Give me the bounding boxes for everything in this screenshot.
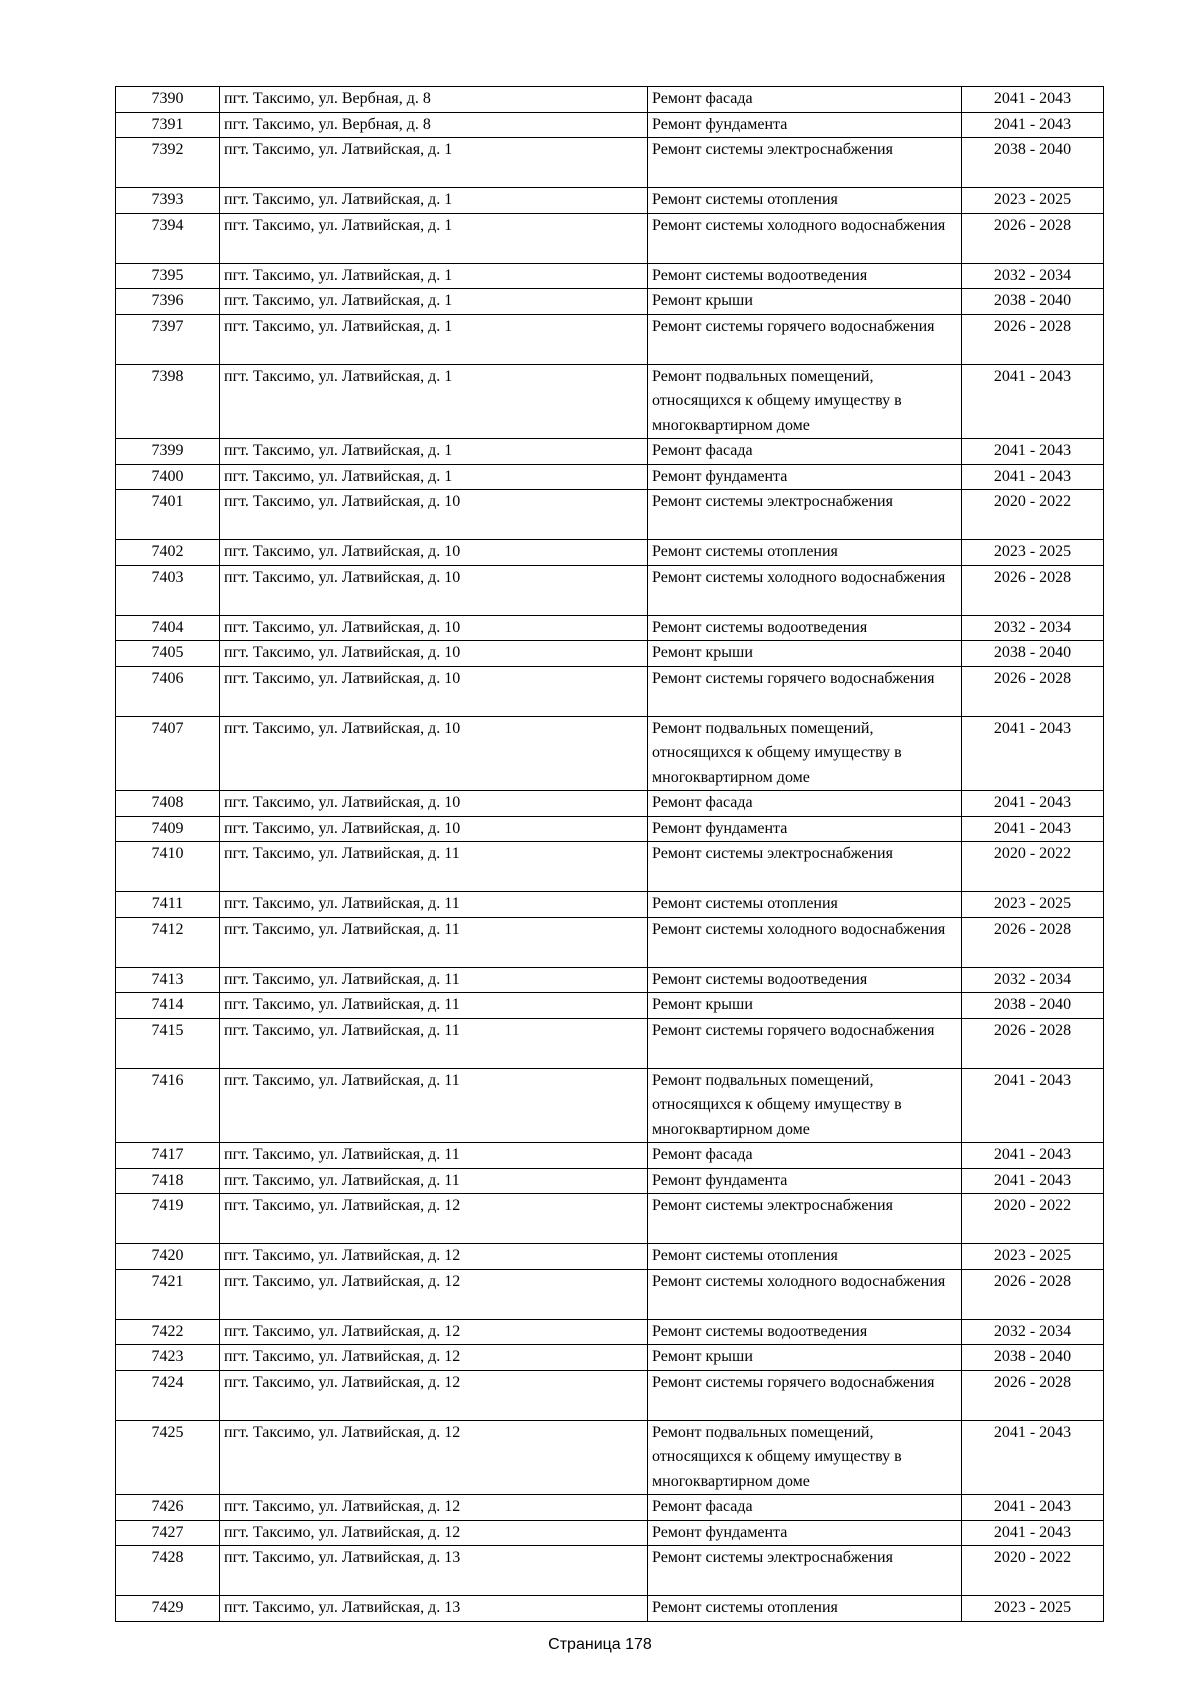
address-cell: пгт. Таксимо, ул. Латвийская, д. 11	[220, 1143, 648, 1169]
period-cell: 2023 - 2025	[962, 1596, 1104, 1622]
period-cell: 2026 - 2028	[962, 1269, 1104, 1319]
row-number: 7411	[116, 892, 220, 918]
address-cell: пгт. Таксимо, ул. Латвийская, д. 10	[220, 716, 648, 791]
period-cell: 2032 - 2034	[962, 615, 1104, 641]
period-cell: 2041 - 2043	[962, 364, 1104, 439]
table-row	[116, 1345, 1104, 1371]
address-cell: пгт. Таксимо, ул. Латвийская, д. 1	[220, 188, 648, 214]
period-cell: 2041 - 2043	[962, 1495, 1104, 1521]
table-row	[116, 490, 1104, 540]
address-cell: пгт. Таксимо, ул. Латвийская, д. 10	[220, 615, 648, 641]
row-number: 7415	[116, 1018, 220, 1068]
row-number: 7394	[116, 213, 220, 263]
address-cell: пгт. Таксимо, ул. Латвийская, д. 11	[220, 993, 648, 1019]
period-cell: 2026 - 2028	[962, 213, 1104, 263]
work-type-cell: Ремонт системы холодного водоснабжения	[648, 917, 962, 967]
row-number: 7404	[116, 615, 220, 641]
work-type-cell: Ремонт системы водоотведения	[648, 615, 962, 641]
period-cell: 2041 - 2043	[962, 439, 1104, 465]
row-number: 7408	[116, 791, 220, 817]
table-row	[116, 464, 1104, 490]
row-number: 7403	[116, 565, 220, 615]
period-cell: 2020 - 2022	[962, 490, 1104, 540]
work-type-cell: Ремонт крыши	[648, 641, 962, 667]
period-cell: 2038 - 2040	[962, 993, 1104, 1019]
table-row	[116, 892, 1104, 918]
row-number: 7396	[116, 289, 220, 315]
table-row	[116, 1143, 1104, 1169]
address-cell: пгт. Таксимо, ул. Вербная, д. 8	[220, 87, 648, 113]
table-row	[116, 1596, 1104, 1622]
table-row	[116, 641, 1104, 667]
row-number: 7423	[116, 1345, 220, 1371]
work-type-cell: Ремонт системы отопления	[648, 1244, 962, 1270]
address-cell: пгт. Таксимо, ул. Латвийская, д. 1	[220, 138, 648, 188]
table-row	[116, 439, 1104, 465]
table-row	[116, 1068, 1104, 1143]
row-number: 7401	[116, 490, 220, 540]
period-cell: 2041 - 2043	[962, 716, 1104, 791]
row-number: 7402	[116, 540, 220, 566]
address-cell: пгт. Таксимо, ул. Вербная, д. 8	[220, 112, 648, 138]
row-number: 7405	[116, 641, 220, 667]
table-row	[116, 615, 1104, 641]
work-type-cell: Ремонт системы горячего водоснабжения	[648, 1370, 962, 1420]
work-type-cell: Ремонт системы водоотведения	[648, 263, 962, 289]
period-cell: 2023 - 2025	[962, 188, 1104, 214]
work-type-cell: Ремонт фасада	[648, 1495, 962, 1521]
row-number: 7393	[116, 188, 220, 214]
period-cell: 2020 - 2022	[962, 842, 1104, 892]
period-cell: 2020 - 2022	[962, 1194, 1104, 1244]
period-cell: 2041 - 2043	[962, 1143, 1104, 1169]
table-row	[116, 666, 1104, 716]
table-row	[116, 565, 1104, 615]
work-type-cell: Ремонт фасада	[648, 791, 962, 817]
table-row	[116, 1244, 1104, 1270]
address-cell: пгт. Таксимо, ул. Латвийская, д. 10	[220, 666, 648, 716]
address-cell: пгт. Таксимо, ул. Латвийская, д. 10	[220, 540, 648, 566]
table-row	[116, 1194, 1104, 1244]
table-row	[116, 816, 1104, 842]
table-row	[116, 716, 1104, 791]
table-row	[116, 1495, 1104, 1521]
row-number: 7420	[116, 1244, 220, 1270]
work-type-cell: Ремонт системы горячего водоснабжения	[648, 666, 962, 716]
work-type-cell: Ремонт фасада	[648, 1143, 962, 1169]
period-cell: 2023 - 2025	[962, 540, 1104, 566]
row-number: 7424	[116, 1370, 220, 1420]
address-cell: пгт. Таксимо, ул. Латвийская, д. 12	[220, 1370, 648, 1420]
address-cell: пгт. Таксимо, ул. Латвийская, д. 1	[220, 289, 648, 315]
repair-schedule-table	[115, 86, 1104, 1622]
address-cell: пгт. Таксимо, ул. Латвийская, д. 11	[220, 1168, 648, 1194]
table-row	[116, 138, 1104, 188]
row-number: 7419	[116, 1194, 220, 1244]
period-cell: 2020 - 2022	[962, 1546, 1104, 1596]
address-cell: пгт. Таксимо, ул. Латвийская, д. 1	[220, 439, 648, 465]
address-cell: пгт. Таксимо, ул. Латвийская, д. 13	[220, 1546, 648, 1596]
period-cell: 2041 - 2043	[962, 87, 1104, 113]
work-type-cell: Ремонт системы водоотведения	[648, 1319, 962, 1345]
work-type-cell: Ремонт фундамента	[648, 1520, 962, 1546]
address-cell: пгт. Таксимо, ул. Латвийская, д. 11	[220, 1068, 648, 1143]
work-type-cell: Ремонт системы электроснабжения	[648, 1546, 962, 1596]
period-cell: 2041 - 2043	[962, 1520, 1104, 1546]
address-cell: пгт. Таксимо, ул. Латвийская, д. 11	[220, 917, 648, 967]
address-cell: пгт. Таксимо, ул. Латвийская, д. 11	[220, 842, 648, 892]
period-cell: 2041 - 2043	[962, 1168, 1104, 1194]
period-cell: 2026 - 2028	[962, 565, 1104, 615]
row-number: 7409	[116, 816, 220, 842]
address-cell: пгт. Таксимо, ул. Латвийская, д. 12	[220, 1269, 648, 1319]
period-cell: 2041 - 2043	[962, 816, 1104, 842]
row-number: 7425	[116, 1420, 220, 1495]
work-type-cell: Ремонт системы водоотведения	[648, 967, 962, 993]
row-number: 7413	[116, 967, 220, 993]
page-number: Страница 178	[548, 1636, 652, 1653]
table-row	[116, 1420, 1104, 1495]
work-type-cell: Ремонт крыши	[648, 993, 962, 1019]
address-cell: пгт. Таксимо, ул. Латвийская, д. 10	[220, 816, 648, 842]
row-number: 7391	[116, 112, 220, 138]
work-type-cell: Ремонт системы отопления	[648, 892, 962, 918]
work-type-cell: Ремонт системы электроснабжения	[648, 138, 962, 188]
period-cell: 2041 - 2043	[962, 464, 1104, 490]
work-type-cell: Ремонт системы холодного водоснабжения	[648, 1269, 962, 1319]
work-type-cell: Ремонт подвальных помещений, относящихся к общему имуществу в многоквартирном доме	[648, 364, 962, 439]
table-row	[116, 1269, 1104, 1319]
period-cell: 2023 - 2025	[962, 1244, 1104, 1270]
period-cell: 2023 - 2025	[962, 892, 1104, 918]
table-row	[116, 540, 1104, 566]
table-row	[116, 314, 1104, 364]
work-type-cell: Ремонт фасада	[648, 87, 962, 113]
work-type-cell: Ремонт подвальных помещений, относящихся к общему имуществу в многоквартирном доме	[648, 716, 962, 791]
period-cell: 2038 - 2040	[962, 289, 1104, 315]
work-type-cell: Ремонт крыши	[648, 289, 962, 315]
address-cell: пгт. Таксимо, ул. Латвийская, д. 10	[220, 791, 648, 817]
address-cell: пгт. Таксимо, ул. Латвийская, д. 1	[220, 263, 648, 289]
address-cell: пгт. Таксимо, ул. Латвийская, д. 12	[220, 1520, 648, 1546]
row-number: 7429	[116, 1596, 220, 1622]
period-cell: 2041 - 2043	[962, 1420, 1104, 1495]
address-cell: пгт. Таксимо, ул. Латвийская, д. 10	[220, 565, 648, 615]
table-row	[116, 967, 1104, 993]
address-cell: пгт. Таксимо, ул. Латвийская, д. 10	[220, 641, 648, 667]
address-cell: пгт. Таксимо, ул. Латвийская, д. 12	[220, 1345, 648, 1371]
period-cell: 2026 - 2028	[962, 1370, 1104, 1420]
work-type-cell: Ремонт системы горячего водоснабжения	[648, 1018, 962, 1068]
work-type-cell: Ремонт системы горячего водоснабжения	[648, 314, 962, 364]
row-number: 7392	[116, 138, 220, 188]
table-row	[116, 1319, 1104, 1345]
table-row	[116, 1370, 1104, 1420]
work-type-cell: Ремонт подвальных помещений, относящихся к общему имуществу в многоквартирном доме	[648, 1068, 962, 1143]
work-type-cell: Ремонт системы отопления	[648, 540, 962, 566]
period-cell: 2032 - 2034	[962, 263, 1104, 289]
address-cell: пгт. Таксимо, ул. Латвийская, д. 1	[220, 364, 648, 439]
period-cell: 2026 - 2028	[962, 314, 1104, 364]
address-cell: пгт. Таксимо, ул. Латвийская, д. 11	[220, 967, 648, 993]
work-type-cell: Ремонт фасада	[648, 439, 962, 465]
period-cell: 2041 - 2043	[962, 1068, 1104, 1143]
table-row	[116, 112, 1104, 138]
table-row	[116, 1520, 1104, 1546]
address-cell: пгт. Таксимо, ул. Латвийская, д. 12	[220, 1420, 648, 1495]
address-cell: пгт. Таксимо, ул. Латвийская, д. 10	[220, 490, 648, 540]
address-cell: пгт. Таксимо, ул. Латвийская, д. 12	[220, 1495, 648, 1521]
period-cell: 2032 - 2034	[962, 1319, 1104, 1345]
period-cell: 2026 - 2028	[962, 917, 1104, 967]
row-number: 7399	[116, 439, 220, 465]
address-cell: пгт. Таксимо, ул. Латвийская, д. 11	[220, 892, 648, 918]
table-row	[116, 87, 1104, 113]
row-number: 7414	[116, 993, 220, 1019]
row-number: 7395	[116, 263, 220, 289]
period-cell: 2026 - 2028	[962, 666, 1104, 716]
table-row	[116, 842, 1104, 892]
work-type-cell: Ремонт системы электроснабжения	[648, 1194, 962, 1244]
work-type-cell: Ремонт системы холодного водоснабжения	[648, 213, 962, 263]
work-type-cell: Ремонт фундамента	[648, 464, 962, 490]
row-number: 7428	[116, 1546, 220, 1596]
row-number: 7400	[116, 464, 220, 490]
address-cell: пгт. Таксимо, ул. Латвийская, д. 1	[220, 314, 648, 364]
work-type-cell: Ремонт подвальных помещений, относящихся к общему имуществу в многоквартирном доме	[648, 1420, 962, 1495]
work-type-cell: Ремонт системы отопления	[648, 1596, 962, 1622]
table-row	[116, 213, 1104, 263]
work-type-cell: Ремонт системы электроснабжения	[648, 842, 962, 892]
row-number: 7406	[116, 666, 220, 716]
address-cell: пгт. Таксимо, ул. Латвийская, д. 12	[220, 1319, 648, 1345]
row-number: 7422	[116, 1319, 220, 1345]
address-cell: пгт. Таксимо, ул. Латвийская, д. 12	[220, 1244, 648, 1270]
row-number: 7417	[116, 1143, 220, 1169]
row-number: 7407	[116, 716, 220, 791]
period-cell: 2032 - 2034	[962, 967, 1104, 993]
row-number: 7418	[116, 1168, 220, 1194]
address-cell: пгт. Таксимо, ул. Латвийская, д. 12	[220, 1194, 648, 1244]
row-number: 7412	[116, 917, 220, 967]
row-number: 7421	[116, 1269, 220, 1319]
address-cell: пгт. Таксимо, ул. Латвийская, д. 11	[220, 1018, 648, 1068]
period-cell: 2038 - 2040	[962, 1345, 1104, 1371]
period-cell: 2026 - 2028	[962, 1018, 1104, 1068]
period-cell: 2038 - 2040	[962, 641, 1104, 667]
work-type-cell: Ремонт системы отопления	[648, 188, 962, 214]
table-row	[116, 289, 1104, 315]
row-number: 7426	[116, 1495, 220, 1521]
table-row	[116, 188, 1104, 214]
table-row	[116, 993, 1104, 1019]
work-type-cell: Ремонт системы электроснабжения	[648, 490, 962, 540]
table-row	[116, 1018, 1104, 1068]
work-type-cell: Ремонт фундамента	[648, 816, 962, 842]
table-row	[116, 364, 1104, 439]
table-row	[116, 791, 1104, 817]
period-cell: 2041 - 2043	[962, 791, 1104, 817]
row-number: 7390	[116, 87, 220, 113]
table-row	[116, 263, 1104, 289]
row-number: 7398	[116, 364, 220, 439]
row-number: 7410	[116, 842, 220, 892]
table-row	[116, 917, 1104, 967]
work-type-cell: Ремонт крыши	[648, 1345, 962, 1371]
row-number: 7416	[116, 1068, 220, 1143]
table-row	[116, 1546, 1104, 1596]
row-number: 7397	[116, 314, 220, 364]
address-cell: пгт. Таксимо, ул. Латвийская, д. 13	[220, 1596, 648, 1622]
address-cell: пгт. Таксимо, ул. Латвийская, д. 1	[220, 213, 648, 263]
period-cell: 2038 - 2040	[962, 138, 1104, 188]
period-cell: 2041 - 2043	[962, 112, 1104, 138]
table-body	[116, 87, 1104, 1622]
work-type-cell: Ремонт фундамента	[648, 112, 962, 138]
table-row	[116, 1168, 1104, 1194]
work-type-cell: Ремонт фундамента	[648, 1168, 962, 1194]
address-cell: пгт. Таксимо, ул. Латвийская, д. 1	[220, 464, 648, 490]
row-number: 7427	[116, 1520, 220, 1546]
work-type-cell: Ремонт системы холодного водоснабжения	[648, 565, 962, 615]
